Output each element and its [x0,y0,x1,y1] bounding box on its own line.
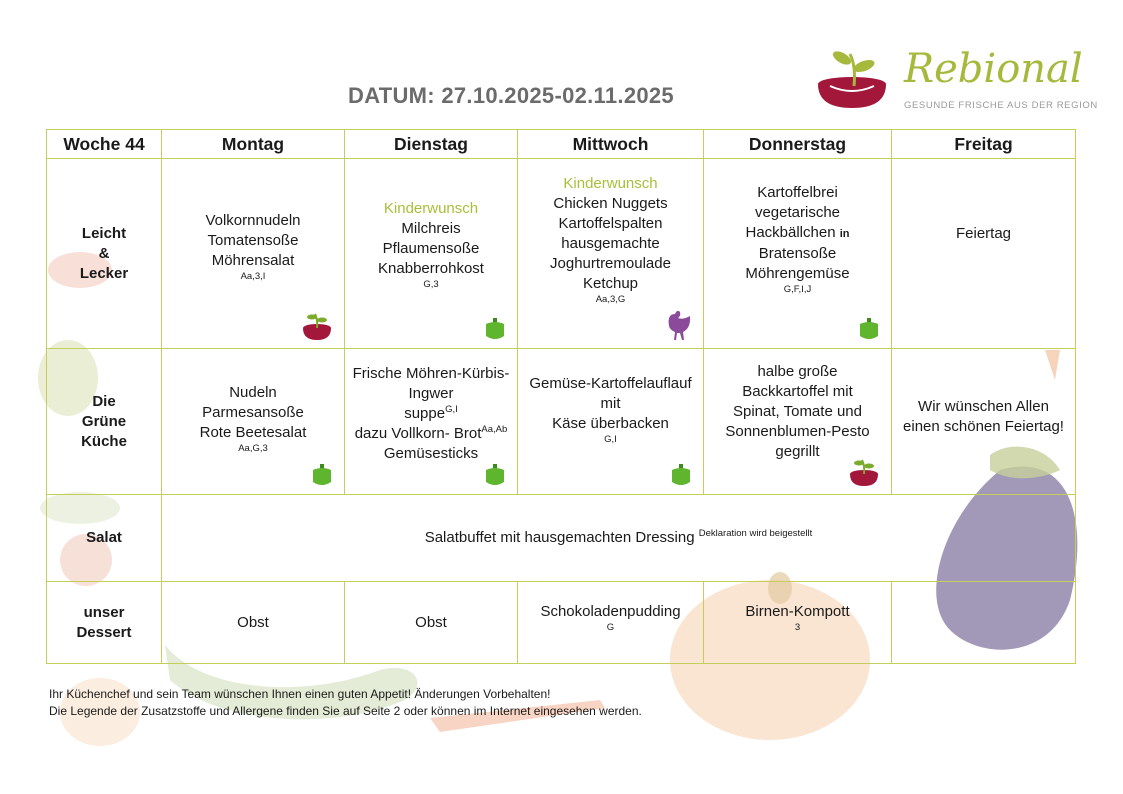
dish-line: halbe große [757,362,838,380]
dish-line: Möhrengemüse [745,265,850,282]
menu-table [46,129,1076,664]
row-label-line: Küche [81,432,127,450]
row-label-line: Grüne [81,412,127,430]
allergen-codes: G,F,I,J [783,284,812,295]
dish-line: Obst [237,613,269,631]
menu-cell [704,349,892,495]
menu-cell [892,349,1076,495]
row-label-line: Lecker [79,264,129,282]
row-dessert [47,582,1076,664]
dish-line [704,223,891,244]
col-monday: Montag [162,130,345,159]
dish-line: Backkartoffel mit [742,382,853,400]
dish-line: gegrillt [775,442,820,460]
row-label-line: & [98,244,110,262]
dish-line: Schokoladenpudding [540,602,681,620]
menu-cell [162,159,345,349]
header-row [47,130,1076,159]
menu-cell [518,582,704,664]
row-label-line: Salat [86,529,122,546]
dish-line: Feiertag [955,224,1012,242]
dish-text: Hackbällchen [745,224,836,241]
dish-line: Rote Beetesalat [199,423,307,441]
row-salat [47,495,1076,582]
dish-line: Käse überbacken [552,414,669,432]
allergen-codes: G,I [445,403,458,415]
row-label [47,582,162,664]
kinderwunsch-label: Kinderwunsch [383,199,479,217]
dish-line: Knabberrohkost [378,259,484,277]
dish-line: Parmesansoße [202,403,304,421]
row-gruene-kueche [47,349,1076,495]
allergen-codes: G,I [604,433,617,445]
vegetarian-pepper-icon [310,464,334,488]
row-label-line: Die [92,392,116,410]
dish-line: Birnen-Kompott [745,602,850,620]
logo-tagline: GESUNDE FRISCHE AUS DER REGION [904,100,1098,111]
bowl-sprout-logo-icon [812,46,892,116]
row-label-line: Dessert [76,623,132,641]
sprout-bowl-icon [847,458,881,488]
dish-line: Volkornnudeln [205,211,301,229]
salad-cell [162,495,1076,582]
menu-cell [162,349,345,495]
chicken-icon [663,308,693,342]
menu-cell [345,582,518,664]
col-friday: Freitag [892,130,1076,159]
allergen-codes: Aa,3,G [595,293,626,305]
dish-line: Möhrensalat [211,251,295,269]
allergen-codes: Aa,3,I [240,270,266,282]
dish-line: Spinat, Tomate und [733,402,862,420]
kinderwunsch-label: Kinderwunsch [563,174,658,192]
dish-text: suppe [404,404,446,422]
menu-cell [892,582,1076,664]
dish-line: Milchreis [401,219,461,237]
vegetarian-pepper-icon [483,318,507,342]
dish-line: Nudeln [229,383,277,401]
dish-suffix: in [839,228,850,240]
menu-cell [704,582,892,664]
dish-line: Sonnenblumen-Pesto [725,422,870,440]
dish-line: Tomatensoße [207,231,299,249]
row-label-line: unser [83,603,125,621]
col-week: Woche 44 [47,130,162,159]
allergen-codes: G,3 [423,278,439,290]
salad-note: Deklaration wird beigestellt [698,528,813,539]
dish-line: Ketchup [582,274,639,292]
vegetarian-pepper-icon [483,464,507,488]
menu-cell [162,582,345,664]
dish-line [345,424,517,444]
dish-text: dazu Vollkorn- Brot [354,424,482,442]
vegetarian-pepper-icon [669,464,693,488]
salad-text: Salatbuffet mit hausgemachten Dressing [424,529,695,546]
footer-note [49,686,642,720]
dish-line [345,404,517,424]
col-thursday: Donnerstag [704,130,892,159]
dish-line: Joghurtremoulade [550,254,671,272]
menu-cell [345,159,518,349]
dish-line: Ingwer [408,384,454,402]
footer-line: Ihr Küchenchef und sein Team wünschen Ihnen einen guten Appetit! Änderungen Vorbehalten! [49,687,551,701]
menu-cell [704,159,892,349]
vegetarian-pepper-icon [857,318,881,342]
dish-line: Pflaumensoße [382,239,480,257]
dish-line: Kartoffelbrei [757,184,838,201]
dish-line: einen schönen Feiertag! [903,417,1064,435]
page-title: DATUM: 27.10.2025-02.11.2025 [348,83,674,108]
menu-cell [518,159,704,349]
allergen-codes: Aa,Ab [481,423,508,435]
row-label [47,159,162,349]
col-tuesday: Dienstag [345,130,518,159]
dish-line: hausgemachte [561,234,660,252]
row-label [47,349,162,495]
rebional-logo [812,46,1098,116]
menu-cell [518,349,704,495]
dish-line: mit [600,394,621,412]
row-leicht-lecker [47,159,1076,349]
row-label [47,495,162,582]
dish-line: Gemüse-Kartoffelauflauf [529,374,692,392]
row-label-line: Leicht [81,224,127,242]
menu-cell [345,349,518,495]
dish-line: Wir wünschen Allen [918,397,1049,415]
allergen-codes: 3 [794,621,801,633]
dish-line: Frische Möhren-Kürbis- [352,364,510,382]
dish-line: Bratensoße [758,245,837,262]
sprout-bowl-icon [300,312,334,342]
menu-cell [892,159,1076,349]
dish-line: Gemüsesticks [383,444,479,462]
dish-line: Chicken Nuggets [553,194,668,212]
dish-line: vegetarische [754,204,841,221]
allergen-codes: Aa,G,3 [238,442,268,454]
dish-line: Obst [415,613,447,631]
footer-line: Die Legende der Zusatzstoffe und Allergene finden Sie auf Seite 2 oder können im Internet eingesehen werden. [49,704,642,718]
logo-name: Rebional [904,46,1083,92]
allergen-codes: G [606,621,615,633]
col-wednesday: Mittwoch [518,130,704,159]
dish-line: Kartoffelspalten [558,214,663,232]
